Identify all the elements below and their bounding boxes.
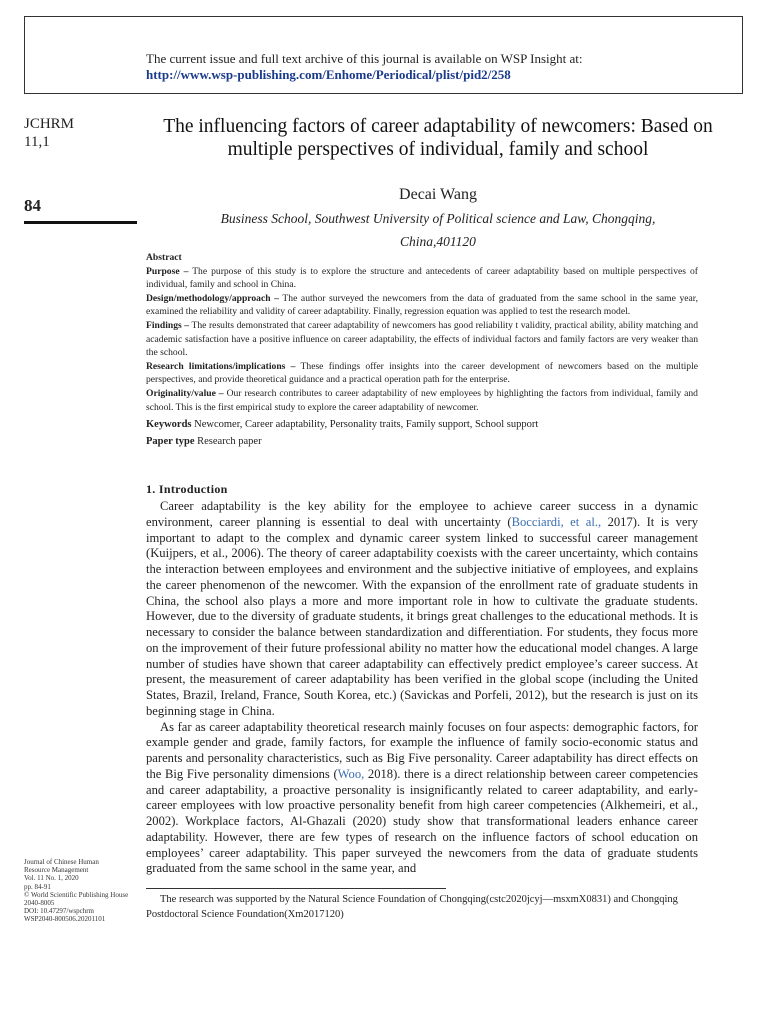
abstract-label: Findings – <box>146 319 190 331</box>
sidebar-line: 2040-8005 <box>24 899 55 908</box>
paragraph <box>146 720 698 878</box>
abstract-findings <box>146 319 698 360</box>
body-text <box>146 499 698 877</box>
abstract-label: Design/methodology/approach – <box>146 292 279 304</box>
archive-url-link[interactable]: http://www.wsp-publishing.com/Enhome/Periodical/plist/pid2/258 <box>146 67 511 82</box>
abstract-label: Keywords <box>146 419 192 431</box>
page-number: 84 <box>24 196 41 215</box>
article-title: The influencing factors of career adaptability of newcomers: Based on multiple perspectives of individual, family and school <box>163 116 713 160</box>
abstract <box>146 251 698 449</box>
footnote-text: The research was supported by the Natural Science Foundation of Chongqing(cstc2020jcyj—msxmX0831) and Chongqing Postdoctoral Science Foundation(Xm2017120) <box>146 894 678 920</box>
abstract-text: The results demonstrated that career adaptability of newcomers has good reliability t validity, practical ability, ability matching and academic satisfaction have a positive influence on career adaptability, the effects of individual factors and family factors are very weaker than the school. <box>146 319 698 359</box>
abstract-heading: Abstract <box>146 252 182 263</box>
journal-info-sidebar <box>24 858 144 924</box>
affiliation-line: Business School, Southwest University of Political science and Law, Chongqing, <box>220 211 656 226</box>
section-heading: 1. Introduction <box>146 482 228 496</box>
citation-link[interactable]: Woo, <box>337 766 365 781</box>
paragraph-text: As far as career adaptability theoretical research mainly focuses on four aspects: demographic factors, for example gender and grade, family factors, for example the influence of family socio-economic status and parents and personality characteristics, such as Big Five personality. Career adaptability has direct effects on the Big Five personality dimensions ( <box>146 719 698 781</box>
author-affiliation <box>148 207 728 253</box>
sidebar-line: Vol. 11 No. 1, 2020 <box>24 874 79 883</box>
journal-volume: 11,1 <box>24 134 50 150</box>
sidebar-line: DOI: 10.47297/wspchrm <box>24 907 94 916</box>
journal-abbrev: JCHRM <box>24 116 75 132</box>
abstract-text: The author surveyed the newcomers from the data of graduated from the same school in the same year, examined the reliability and validity of career adaptability. Finally, regression equation was applied to test the research model. <box>146 292 699 318</box>
affiliation-line: China,401120 <box>400 234 476 249</box>
footnote <box>146 893 698 922</box>
abstract-keywords <box>146 418 698 432</box>
paragraph <box>146 499 698 720</box>
abstract-label: Research limitations/implications – <box>146 360 296 372</box>
archive-notice: The current issue and full text archive of this journal is available on WSP Insight at: <box>146 51 583 66</box>
journal-code <box>24 115 74 151</box>
abstract-text: Our research contributes to career adaptability of new employees by highlighting the factors from individual, family and school. This is the first empirical study to explore the career adaptability of newcomer. <box>146 387 698 413</box>
abstract-limitations <box>146 360 698 387</box>
citation-link[interactable]: Bocciardi, et al., <box>511 514 602 529</box>
abstract-label: Paper type <box>146 436 195 448</box>
sidebar-line: Resource Management <box>24 866 89 875</box>
abstract-text: The purpose of this study is to explore the structure and antecedents of career adaptability based on multiple perspectives of individual, family and school in China. <box>146 265 698 291</box>
paragraph-text: 2018). there is a direct relationship between career competencies and career adaptability, a proactive personality is insignificantly related to career adaptability, and early-career employees with low proactive personality benefit from high career competencies (Alkhemeiri, et al., 2002). Workplace factors, Al-Ghazali (2020) study show that transformational leaders enhance career adaptability. However, there are few types of research on the influence factors of school education on employees’ career adaptability. This paper surveyed the newcomers from the data of graduate students graduated from the same school in the same year, and <box>146 766 698 876</box>
journal-notice-box <box>24 16 743 94</box>
sidebar-line: Journal of Chinese Human <box>24 858 99 866</box>
abstract-paper-type <box>146 435 698 449</box>
sidebar-line: WSP2040-800506.20201101 <box>24 915 106 924</box>
abstract-design <box>146 292 698 319</box>
paragraph-text: Career adaptability is the key ability for the employee to achieve career success in a dynamic environment, career planning is essential to deal with uncertainty ( <box>146 499 698 529</box>
paper-type-text: Research paper <box>194 436 262 448</box>
abstract-label: Purpose – <box>146 265 189 277</box>
article-author: Decai Wang <box>399 186 477 203</box>
sidebar-line: © World Scientific Publishing House <box>24 890 129 899</box>
sidebar-line: pp. 84-91 <box>24 882 51 891</box>
footnote-rule <box>146 888 446 889</box>
abstract-purpose <box>146 265 698 292</box>
abstract-originality <box>146 387 698 414</box>
page-number-rule <box>24 221 137 224</box>
paragraph-text: 2017). It is very important to adapt to the complex and dynamic career system linked to successful career management (Kuijpers, et al., 2006). The theory of career adaptability coexists with the career uncertainty, which contains the interaction between employees and environment and the subjective initiative of employees, and explains the career phenomenon of the newcomer. With the expansion of the enrollment rate of graduate students in China, the school also plays a more and more important role in how to cultivate the graduate students. However, due to the diversity of graduate students, it brings great challenges to the educational methods. It is necessary to consider the balance between standardization and differentiation. For students, they focus more on the improvement of their future professional ability no matter how the educational model changes. A large number of studies have shown that career adaptability can effectively predict employee’s career success. At present, the measurement of career adaptability has been verified in the global scope (including the United States, Brazil, Ireland, France, South Korea, etc.) (Savickas and Porfeli, 2012), but the research is just on its beginning stage in China. <box>146 514 698 718</box>
keywords-text: Newcomer, Career adaptability, Personality traits, Family support, School support <box>191 419 539 431</box>
abstract-text: These findings offer insights into the career development of newcomers based on the multiple perspectives, and provide theoretical guidance and a practical operation path for the enterprise. <box>146 360 698 386</box>
abstract-label: Originality/value – <box>146 387 224 399</box>
